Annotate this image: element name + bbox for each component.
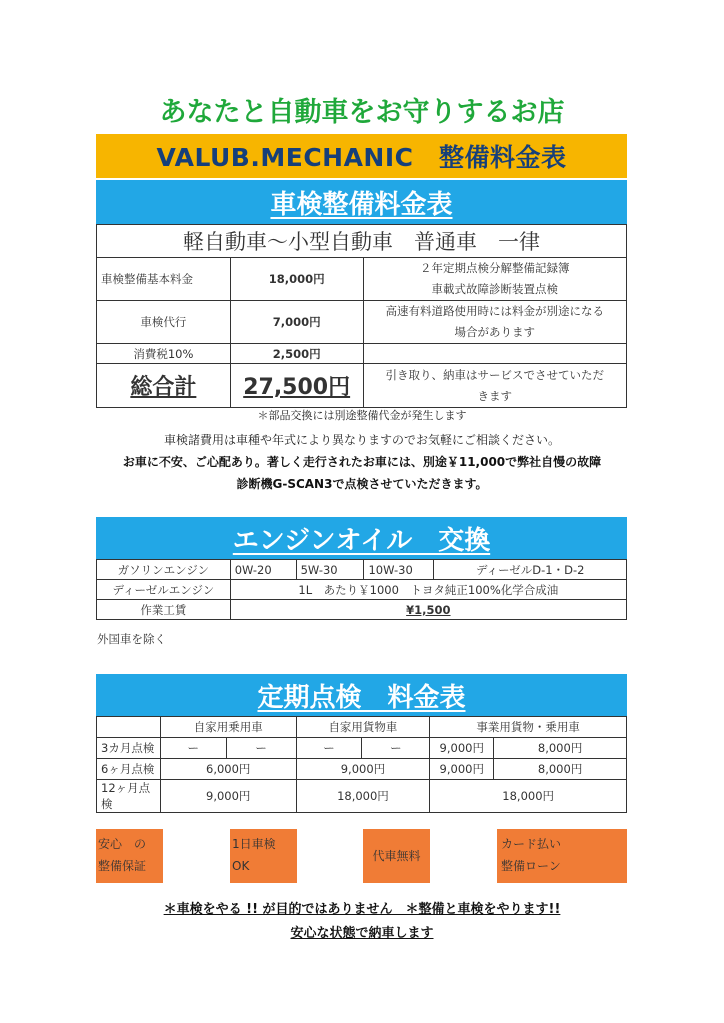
total-note xyxy=(363,364,626,408)
footer-line: 安心な状態で納車します xyxy=(290,926,434,941)
footer-line: ＊車検をやる !! が目的ではありません ＊整備と車検をやります!! xyxy=(163,902,561,917)
table-row xyxy=(97,258,627,301)
feature-one-day xyxy=(230,829,297,883)
shaken-subheading: 軽自動車～小型自動車 普通車 一律 xyxy=(97,225,627,258)
table-cell: 8,000円 xyxy=(494,738,627,759)
note-line: 場合があります xyxy=(454,325,536,339)
table-cell: 9,000円 xyxy=(430,759,494,780)
row-price: 18,000円 xyxy=(230,258,363,301)
table-row xyxy=(97,717,627,738)
feature-line: 代車無料 xyxy=(372,849,421,863)
oil-price-desc: 1L あたり￥1000 トヨタ純正100%化学合成油 xyxy=(230,580,626,600)
labor-price: ¥1,500 xyxy=(230,600,626,620)
oil-grade: 10W-30 xyxy=(364,560,434,580)
promo-line: お車に不安、ご心配あり。著しく走行されたお車には、別途￥11,000で弊社自慢の故障 xyxy=(122,455,602,469)
row-label: 車検代行 xyxy=(97,301,231,344)
oil-grade: 5W-30 xyxy=(296,560,364,580)
gasoline-label: ガソリンエンジン xyxy=(97,560,231,580)
row-note xyxy=(363,301,626,344)
table-row xyxy=(97,580,627,600)
table-cell: 9,000円 xyxy=(430,738,494,759)
table-cell: ー xyxy=(226,738,296,759)
feature-line: 1日車検 xyxy=(232,837,276,851)
table-row xyxy=(97,738,627,759)
slogan: あなたと自動車をお守りするお店 xyxy=(159,96,565,128)
row-price: 7,000円 xyxy=(230,301,363,344)
table-row xyxy=(97,600,627,620)
feature-line: カード払い xyxy=(501,837,562,851)
table-row xyxy=(97,344,627,364)
feature-payment xyxy=(497,829,627,883)
table-cell: ー xyxy=(296,738,362,759)
table-row xyxy=(97,780,627,813)
table-cell: 9,000円 xyxy=(160,780,296,813)
shaken-price-table xyxy=(96,224,627,408)
promo-line: 診断機G-SCAN3で点検させていただきます。 xyxy=(236,477,488,491)
note-line: きます xyxy=(477,388,513,403)
note-line: ２年定期点検分解整備記録簿 xyxy=(420,261,570,275)
column-header: 事業用貨物・乗用車 xyxy=(430,717,627,738)
table-row xyxy=(97,364,627,408)
note-line: 高速有料道路使用時には料金が別途になる xyxy=(385,304,605,318)
note-line: 引き取り、納車はサービスでさせていただ xyxy=(385,367,605,382)
table-row xyxy=(97,225,627,258)
oil-price-table xyxy=(96,559,627,620)
table-row xyxy=(97,759,627,780)
table-cell: ー xyxy=(160,738,226,759)
table-cell: 18,000円 xyxy=(430,780,627,813)
row-price: 2,500円 xyxy=(230,344,363,364)
total-value: 27,500円 xyxy=(230,364,363,408)
row-label: 消費税10% xyxy=(97,344,231,364)
feature-line: 安心 の xyxy=(98,837,147,851)
shaken-heading: 車検整備料金表 xyxy=(96,180,627,224)
feature-loaner-car xyxy=(363,829,430,883)
row-label: 車検整備基本料金 xyxy=(97,258,231,301)
table-cell: 9,000円 xyxy=(296,759,430,780)
table-row xyxy=(97,560,627,580)
diesel-label: ディーゼルエンジン xyxy=(97,580,231,600)
table-cell: ー xyxy=(362,738,430,759)
teiki-heading: 定期点検 料金表 xyxy=(96,674,627,716)
total-label: 総合計 xyxy=(97,364,231,408)
feature-warranty xyxy=(96,829,163,883)
row-label: 6ヶ月点検 xyxy=(97,759,161,780)
labor-label: 作業工賃 xyxy=(97,600,231,620)
column-header: 自家用貨物車 xyxy=(296,717,430,738)
table-row xyxy=(97,301,627,344)
feature-line: 整備ローン xyxy=(501,859,561,873)
cost-note: 車検諸費用は車種や年式により異なりますのでお気軽にご相談ください。 xyxy=(163,433,560,447)
oil-grade: 0W-20 xyxy=(230,560,296,580)
note-line: 車載式故障診断装置点検 xyxy=(431,282,559,296)
table-cell: 18,000円 xyxy=(296,780,430,813)
column-header: 自家用乗用車 xyxy=(160,717,296,738)
oil-note: 外国車を除く xyxy=(97,632,166,646)
parts-note: ＊部品交換には別途整備代金が発生します xyxy=(257,409,467,422)
row-label: 12ヶ月点検 xyxy=(97,780,161,813)
inspection-price-table xyxy=(96,716,627,813)
table-cell: 8,000円 xyxy=(494,759,627,780)
table-cell: 6,000円 xyxy=(160,759,296,780)
page-title: VALUB.MECHANIC 整備料金表 xyxy=(96,134,627,178)
oil-heading: エンジンオイル 交換 xyxy=(96,517,627,559)
diesel-grade: ディーゼルD-1・D-2 xyxy=(434,560,627,580)
feature-line: 整備保証 xyxy=(98,859,147,873)
feature-line: OK xyxy=(232,859,250,873)
row-label: 3カ月点検 xyxy=(97,738,161,759)
row-note xyxy=(363,258,626,301)
